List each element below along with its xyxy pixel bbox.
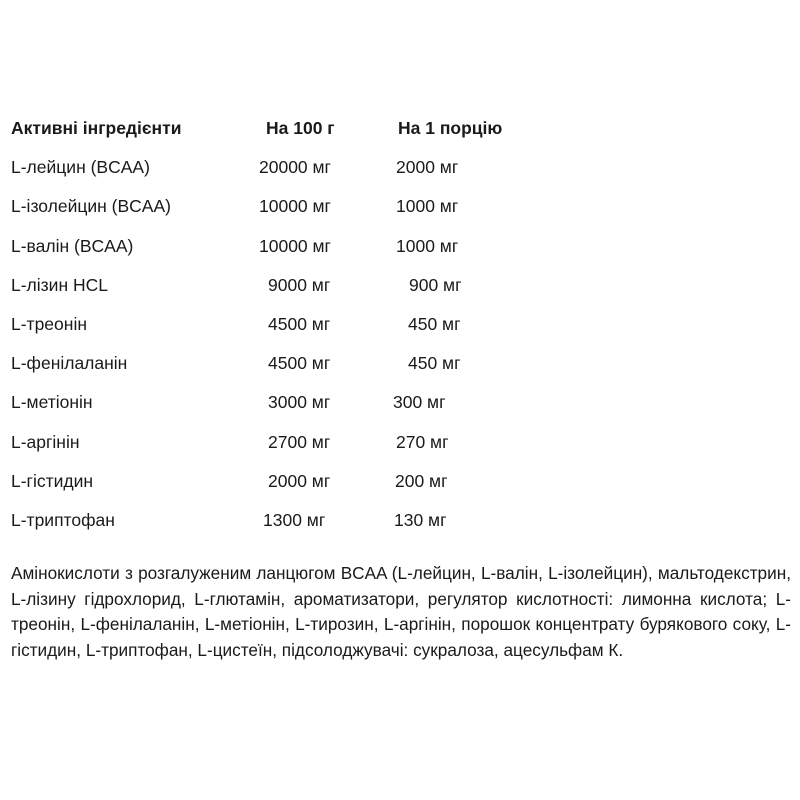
amount-per-100g: 20000 мг (259, 157, 331, 178)
table-row (11, 194, 571, 233)
amount-per-serving: 2000 мг (396, 157, 459, 178)
amount-per-serving: 450 мг (408, 353, 461, 374)
table-row (11, 234, 571, 273)
amount-per-serving: 300 мг (393, 392, 446, 413)
table-row (11, 351, 571, 390)
ingredient-name: L-лізин HCL (11, 274, 108, 295)
ingredient-name: L-метіонін (11, 392, 93, 413)
amount-per-100g: 4500 мг (268, 353, 331, 374)
amount-per-100g: 9000 мг (268, 274, 331, 295)
ingredient-name: L-гістидин (11, 470, 94, 491)
amount-per-100g: 2700 мг (268, 431, 331, 452)
header-per-serving: На 1 порцію (398, 118, 503, 138)
amount-per-100g: 1300 мг (263, 509, 326, 530)
amount-per-serving: 900 мг (409, 274, 462, 295)
table-row (11, 155, 571, 194)
ingredient-name: L-валін (BCAA) (11, 235, 134, 256)
table-row (11, 469, 571, 508)
amount-per-100g: 4500 мг (268, 313, 331, 334)
composition-text: Амінокислоти з розгалуженим ланцюгом BCAA (L-лейцин, L-валін, L-ізолейцин), мальтодекстрин, L-лізину гідрохлорид, L-глютамін, ароматизатори, регулятор кислотності: лимонна кислота; L-треонін, L-фенілаланін, L-метіонін, L-тирозин, L-аргінін, порошок концентрату бурякового соку, L-гістидин, L-триптофан, L-цистеїн, підсолоджувачі: сукралоза, ацесульфам К. (11, 563, 791, 660)
ingredients-table (11, 116, 571, 547)
table-row (11, 390, 571, 429)
table-row (11, 430, 571, 469)
amount-per-100g: 2000 мг (268, 470, 331, 491)
ingredient-name: L-фенілаланін (11, 353, 128, 374)
ingredient-name: L-треонін (11, 313, 87, 334)
table-header (11, 116, 571, 155)
ingredient-name: L-аргінін (11, 431, 80, 452)
amount-per-serving: 1000 мг (396, 196, 459, 217)
amount-per-serving: 200 мг (395, 470, 448, 491)
amount-per-serving: 1000 мг (396, 235, 459, 256)
ingredient-name: L-ізолейцин (BCAA) (11, 196, 171, 217)
table-row (11, 508, 571, 547)
amount-per-serving: 270 мг (396, 431, 449, 452)
amount-per-serving: 130 мг (394, 509, 447, 530)
amount-per-100g: 10000 мг (259, 196, 331, 217)
amount-per-100g: 10000 мг (259, 235, 331, 256)
header-per-100g: На 100 г (266, 118, 335, 138)
ingredient-name: L-лейцин (BCAA) (11, 157, 150, 178)
amount-per-serving: 450 мг (408, 313, 461, 334)
header-ingredient: Активні інгредієнти (11, 118, 182, 138)
table-row (11, 312, 571, 351)
table-row (11, 273, 571, 312)
amount-per-100g: 3000 мг (268, 392, 331, 413)
ingredient-name: L-триптофан (11, 509, 115, 530)
